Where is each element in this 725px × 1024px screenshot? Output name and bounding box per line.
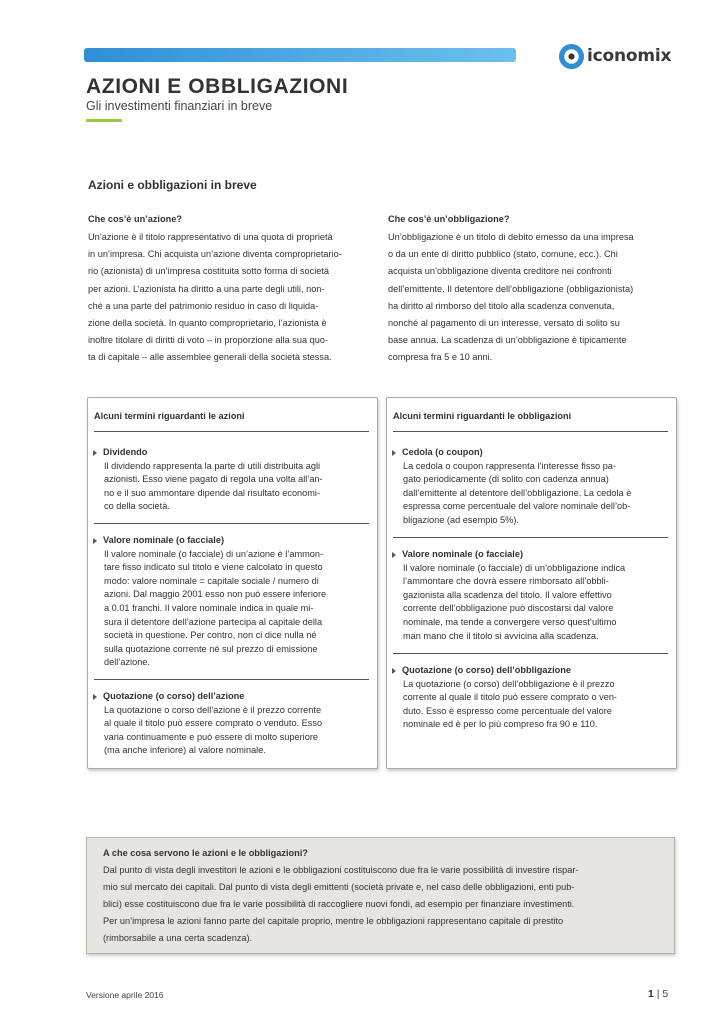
triangle-bullet-icon	[392, 450, 396, 456]
term-title: Valore nominale (o facciale)	[103, 535, 225, 545]
term-item	[392, 548, 660, 643]
card-divider	[393, 431, 668, 432]
term-item	[392, 446, 660, 528]
card-divider	[94, 523, 369, 524]
term-title: Quotazione (o corso) dell’azione	[103, 691, 245, 701]
azione-definition-text: Un’azione è il titolo rappresentativo di una quota di proprietà in un’impresa. Chi acquista un’azione diventa comproprietario- rio (azionista) di un’impresa costituita sotto forma di società per azioni. L’azionista ha diritto a una parte degli utili, non- ché a una parte del patrimonio residuo in caso di liquida- zione della società. In quanto comproprietario, l’azionista è inoltre titolare di diritti di voto – in proporzione alla sua quo- ta di capitale – alle assemblee generali della società stessa.	[88, 232, 342, 363]
term-item	[93, 534, 361, 670]
total-pages: 5	[662, 988, 669, 1000]
card-divider	[94, 431, 369, 432]
obbligazione-question: Che cos’è un’obbligazione?	[388, 214, 510, 224]
term-title: Quotazione (o corso) dell’obbligazione	[402, 665, 571, 675]
term-description: Il valore nominale (o facciale) di un’azione è l’ammon- tare fisso indicato sul titolo e viene calcolato in questo modo: valore nominale = capitale sociale / numero di azioni. Dal maggio 2001 esso non può essere inferiore a 0.01 franchi. Il valore nominale indica in quale mi- sura il detentore dell’azione partecipa al capitale della società in questione. Per contro, non ci dice nulla né sulla quotazione corrente né sul prezzo di emissione dell’azione.	[104, 548, 327, 668]
card-divider	[94, 679, 369, 680]
card-divider	[393, 537, 668, 538]
term-item	[93, 446, 361, 514]
page-separator: |	[656, 988, 660, 1000]
iconomix-logo-icon	[558, 43, 585, 70]
obbligazioni-terms-card	[386, 397, 677, 769]
header-color-bar	[84, 48, 516, 62]
term-description: La cedola o coupon rappresenta l’interesse fisso pa- gato periodicamente (di solito con cadenza annua) dall’emittente al detentore dell’obbligazione. La cedola è espressa come percentuale del valore nominale dell’ob- bligazione (ad esempio 5%).	[403, 460, 632, 525]
term-item	[392, 664, 660, 732]
brand-name: iconomix	[587, 46, 672, 66]
version-label: Versione aprile 2016	[86, 990, 164, 1000]
section-title: Azioni e obbligazioni in breve	[88, 178, 257, 192]
triangle-bullet-icon	[93, 450, 97, 456]
term-description: Il dividendo rappresenta la parte di utili distribuita agli azionisti. Esso viene pagato di regola una volta all’an- no e il suo ammontare dipende dal risultato economi- co della società.	[104, 460, 323, 512]
term-description: Il valore nominale (o facciale) di un’obbligazione indica l’ammontare che dovrà essere rimborsato all’obbli- gazionista alla scadenza del titolo. Il valore effettivo corrente dell’obbligazione può discostarsi dal valore nominale, ma tende a convergere verso quest’ultimo man mano che il titolo si avvicina alla scadenza.	[403, 562, 626, 641]
azione-question: Che cos’è un’azione?	[88, 214, 182, 224]
page-subtitle: Gli investimenti finanziari in breve	[86, 99, 273, 113]
page-number	[648, 988, 668, 1000]
purpose-infobox	[86, 837, 675, 954]
azione-definition-column	[88, 211, 378, 367]
page-title: AZIONI E OBBLIGAZIONI	[86, 75, 349, 98]
infobox-text: Dal punto di vista degli investitori le azioni e le obbligazioni costituiscono due fra le varie possibilità di investire rispar- mio sul mercato dei capitali. Dal punto di vista degli emittenti (società private e, nel caso delle obbligazioni, enti pub- blici) esse costituiscono due fra le varie possibilità di raccogliere nuovi fondi, ad esempio per finanziare investimenti. Per un’impresa le azioni fanno parte del capitale proprio, mentre le obbligazioni rappresentano capitale di prestito (rimborsabile a una certa scadenza).	[103, 865, 579, 943]
obbligazione-definition-column	[388, 211, 678, 367]
current-page: 1	[648, 988, 654, 1000]
term-title: Dividendo	[103, 447, 148, 457]
term-title: Valore nominale (o facciale)	[402, 549, 524, 559]
obbligazioni-card-title: Alcuni termini riguardanti le obbligazioni	[393, 411, 572, 421]
term-title: Cedola (o coupon)	[402, 447, 483, 457]
term-item	[93, 690, 361, 758]
obbligazione-definition-text: Un’obbligazione è un titolo di debito emesso da una impresa o da un ente di diritto pubblico (stato, comune, ecc.). Chi acquista un’obbligazione diventa creditore nei confronti dell’emittente. Il detentore dell’obbligazione (obbligazionista) ha diritto al rimborso del titolo alla scadenza convenuta, nonché al pagamento di un interesse, versato di solito su base annua. La scadenza di un’obbligazione è tipicamente compresa fra 5 e 10 anni.	[388, 232, 634, 363]
title-underline	[86, 119, 122, 122]
term-description: La quotazione o corso dell’azione è il prezzo corrente al quale il titolo può essere comprato o venduto. Esso varia continuamente e può essere di molto superiore (ma anche inferiore) al valore nominale.	[104, 704, 323, 756]
azioni-card-title: Alcuni termini riguardanti le azioni	[94, 411, 245, 421]
triangle-bullet-icon	[93, 538, 97, 544]
triangle-bullet-icon	[392, 552, 396, 558]
brand-logo	[558, 42, 671, 70]
triangle-bullet-icon	[93, 694, 97, 700]
term-description: La quotazione (o corso) dell’obbligazione è il prezzo corrente al quale il titolo può essere comprato o ven- duto. Esso è espresso come percentuale del valore nominale ed è per lo più compreso fra 90 e 110.	[403, 678, 617, 730]
card-divider	[393, 653, 668, 654]
triangle-bullet-icon	[392, 668, 396, 674]
azioni-terms-card	[87, 397, 378, 769]
infobox-title: A che cosa servono le azioni e le obbligazioni?	[103, 848, 308, 858]
